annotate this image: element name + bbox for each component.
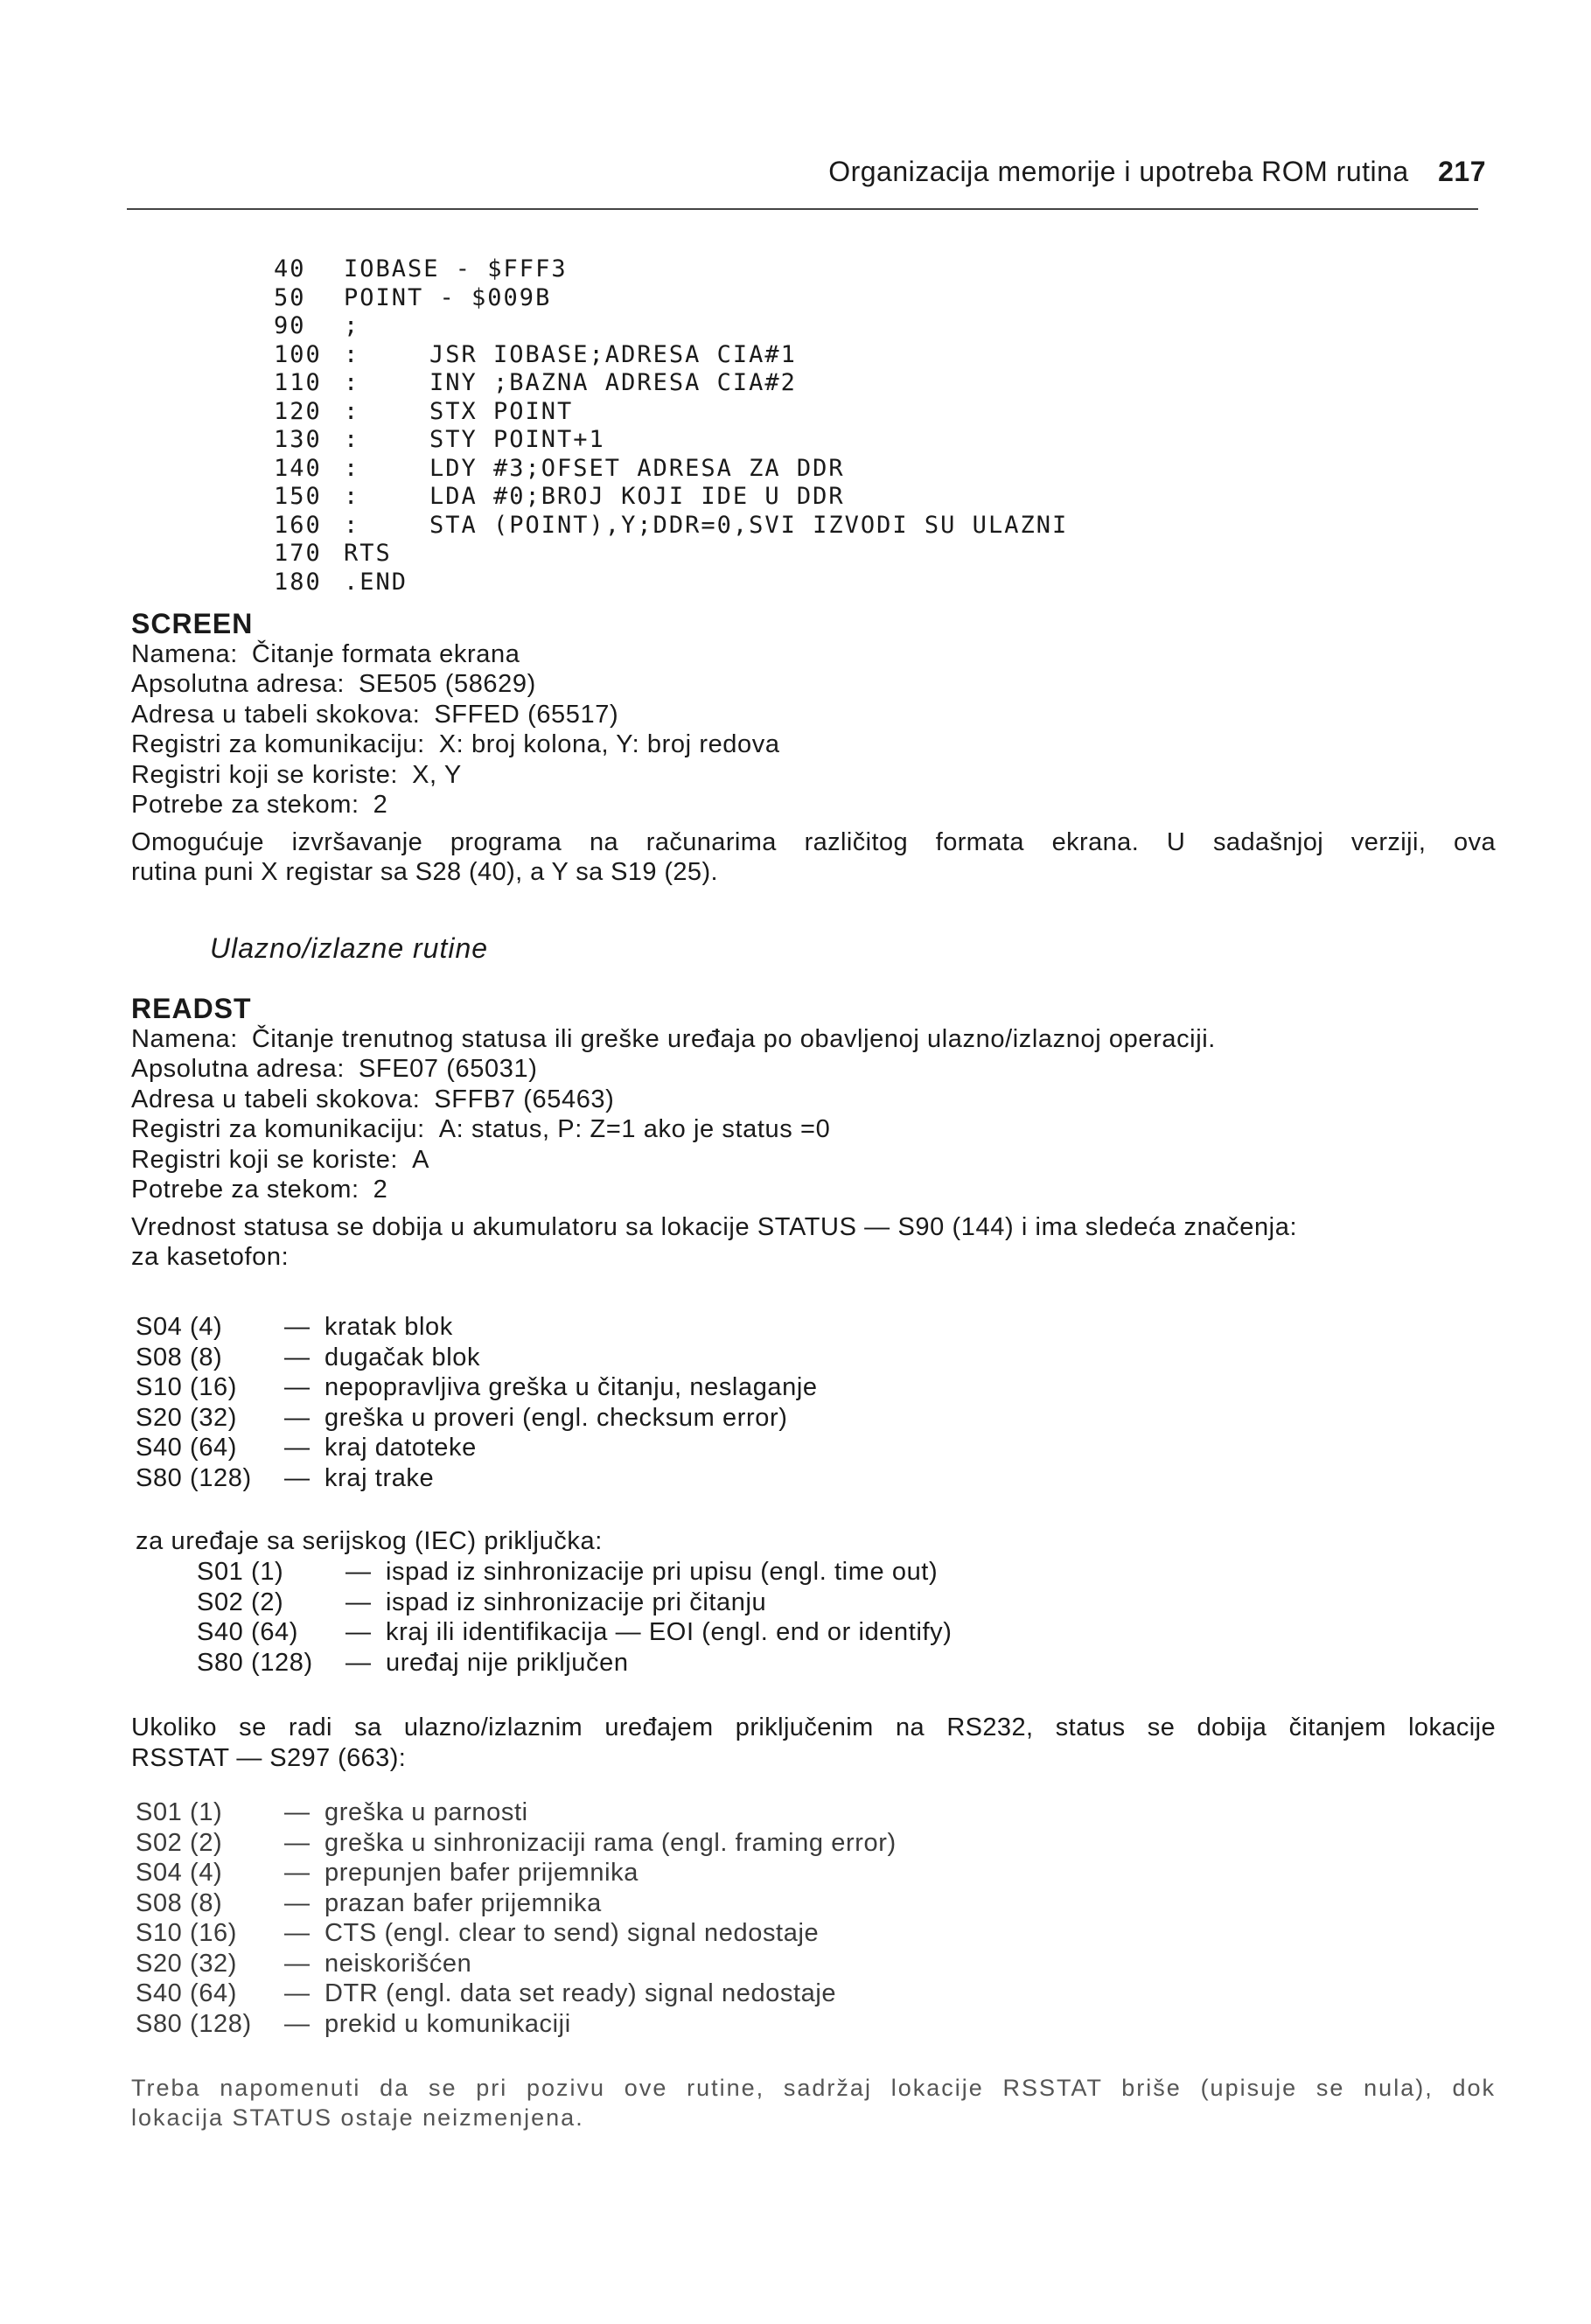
field-row: Apsolutna adresa: SE505 (58629) <box>131 670 536 698</box>
section-subheading: Ulazno/izlazne rutine <box>210 932 489 964</box>
list-item: S40 (64) — kraj datoteke <box>136 1434 477 1462</box>
list-item: S01 (1) — greška u parnosti <box>136 1798 528 1826</box>
list-item: S80 (128) — kraj trake <box>136 1463 435 1492</box>
routine-name: READST <box>131 993 252 1024</box>
serial-status-list <box>197 1557 953 1678</box>
field-row: Adresa u tabeli skokova: SFFB7 (65463) <box>131 1085 615 1113</box>
list-item: S04 (4) — prepunjen bafer prijemnika <box>136 1859 638 1887</box>
field-row: Apsolutna adresa: SFE07 (65031) <box>131 1055 538 1083</box>
list-item: S10 (16) — nepopravljiva greška u čitanju, neslaganje <box>136 1373 818 1401</box>
screen-routine <box>131 609 1496 888</box>
code-line: 150 : LDA #0;BROJ KOJI IDE U DDR <box>274 483 845 510</box>
list-item: S02 (2) — greška u sinhronizaciji rama (engl. framing error) <box>136 1828 897 1857</box>
code-line: 90 ; <box>274 312 360 339</box>
code-listing <box>274 255 1068 597</box>
tape-status-list <box>136 1312 818 1493</box>
rs232-status-list <box>136 1797 897 2039</box>
status-intro: Vrednost statusa se dobija u akumulatoru sa lokacije STATUS — S90 (144) i ima sledeća značenja: za kasetofon: <box>131 1212 1298 1271</box>
readst-routine <box>131 994 1496 1273</box>
page-number: 217 <box>1438 156 1486 187</box>
list-item: S40 (64) — kraj ili identifikacija — EOI (engl. end or identify) <box>197 1618 953 1646</box>
header-title: Organizacija memorije i upotreba ROM rutina <box>828 156 1409 187</box>
code-line: 40 IOBASE - $FFF3 <box>274 255 568 283</box>
code-line: 100 : JSR IOBASE;ADRESA CIA#1 <box>274 340 797 368</box>
field-row: Potrebe za stekom: 2 <box>131 791 388 819</box>
list-item: S10 (16) — CTS (engl. clear to send) signal nedostaje <box>136 1919 820 1947</box>
code-line: 180 .END <box>274 568 408 596</box>
list-item: S20 (32) — neiskorišćen <box>136 1949 472 1978</box>
list-item: S80 (128) — prekid u komunikaciji <box>136 2009 571 2038</box>
list-item: S08 (8) — prazan bafer prijemnika <box>136 1888 602 1917</box>
running-header <box>131 156 1486 188</box>
code-line: 170 RTS <box>274 540 392 567</box>
routine-description: Omogućuje izvršavanje programa na računarima različitog formata ekrana. U sadašnjoj verziji, ova rutina puni X registar sa S28 (40), a Y sa S19 (25). <box>131 827 1496 886</box>
field-row: Namena: Čitanje trenutnog statusa ili greške uređaja po obavljenoj ulazno/izlaznoj operaciji. <box>131 1024 1216 1053</box>
list-item: S08 (8) — dugačak blok <box>136 1343 481 1371</box>
code-line: 130 : STY POINT+1 <box>274 426 605 453</box>
list-item: S02 (2) — ispad iz sinhronizacije pri čitanju <box>197 1588 767 1616</box>
routine-name: SCREEN <box>131 608 254 639</box>
list-item: S40 (64) — DTR (engl. data set ready) signal nedostaje <box>136 1979 837 2007</box>
field-row: Registri za komunikaciju: A: status, P: Z=1 ako je status =0 <box>131 1115 831 1143</box>
code-line: 120 : STX POINT <box>274 397 574 425</box>
list-item: S04 (4) — kratak blok <box>136 1313 453 1341</box>
serial-status-intro: za uređaje sa serijskog (IEC) priključka: <box>136 1527 603 1555</box>
header-rule <box>127 208 1478 210</box>
field-row: Registri koji se koriste: X, Y <box>131 760 462 789</box>
code-line: 110 : INY ;BAZNA ADRESA CIA#2 <box>274 369 797 396</box>
code-line: 50 POINT - $009B <box>274 283 552 311</box>
rs232-intro: Ukoliko se radi sa ulazno/izlaznim uređajem priključenim na RS232, status se dobija čitanjem lokacije RSSTAT — S297 (663): <box>131 1713 1496 1772</box>
closing-note: Treba napomenuti da se pri pozivu ove rutine, sadržaj lokacije RSSTAT briše (upisuje se nula), dok lokacija STATUS ostaje neizmenjena. <box>131 2075 1496 2131</box>
field-row: Potrebe za stekom: 2 <box>131 1176 388 1204</box>
code-line: 140 : LDY #3;OFSET ADRESA ZA DDR <box>274 454 845 482</box>
code-line: 160 : STA (POINT),Y;DDR=0,SVI IZVODI SU ULAZNI <box>274 511 1069 539</box>
field-row: Adresa u tabeli skokova: SFFED (65517) <box>131 700 619 729</box>
field-row: Registri za komunikaciju: X: broj kolona, Y: broj redova <box>131 730 780 758</box>
list-item: S01 (1) — ispad iz sinhronizacije pri upisu (engl. time out) <box>197 1558 939 1586</box>
field-row: Registri koji se koriste: A <box>131 1145 430 1174</box>
list-item: S80 (128) — uređaj nije priključen <box>197 1648 629 1677</box>
list-item: S20 (32) — greška u proveri (engl. checksum error) <box>136 1403 788 1432</box>
field-row: Namena: Čitanje formata ekrana <box>131 639 520 668</box>
